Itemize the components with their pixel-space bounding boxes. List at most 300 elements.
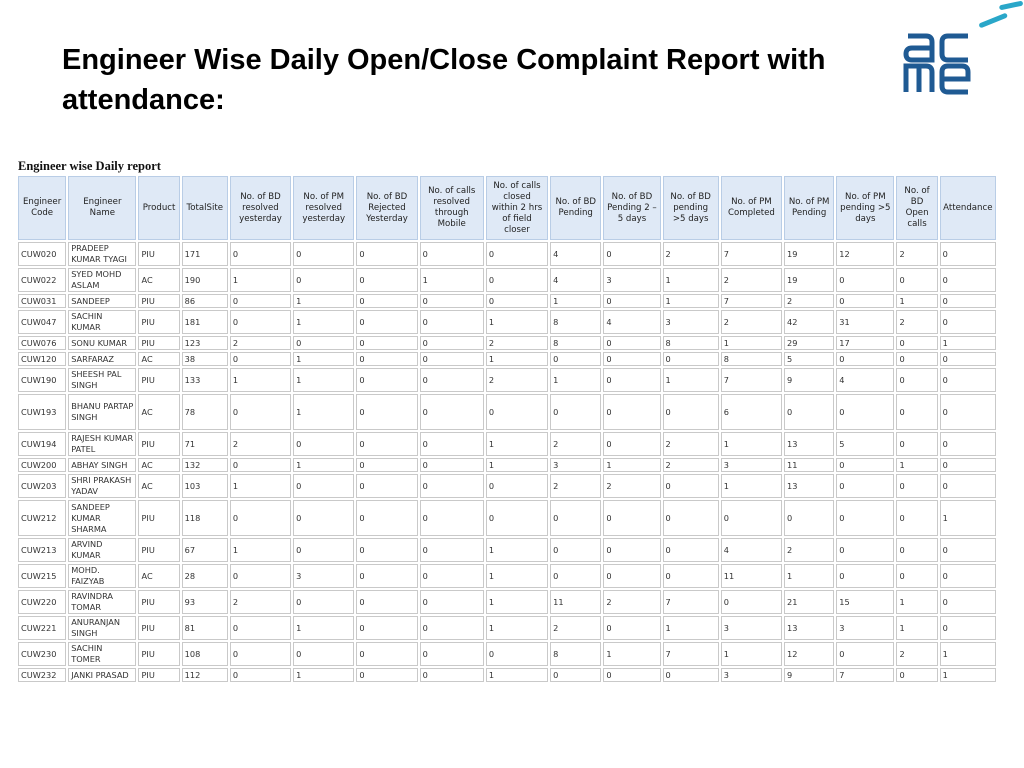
table-cell: 0 bbox=[896, 336, 937, 350]
table-cell: 1 bbox=[293, 458, 354, 472]
table-row bbox=[18, 268, 996, 292]
table-cell: 7 bbox=[663, 590, 719, 614]
table-cell: 1 bbox=[486, 538, 548, 562]
table-cell: 0 bbox=[420, 394, 484, 430]
table-cell: 2 bbox=[603, 474, 660, 498]
table-cell: 1 bbox=[721, 432, 782, 456]
table-cell: 0 bbox=[356, 564, 417, 588]
engineer-code-cell: CUW047 bbox=[18, 310, 66, 334]
table-cell: 0 bbox=[940, 432, 996, 456]
table-cell: PIU bbox=[138, 500, 179, 536]
table-cell: 0 bbox=[230, 500, 291, 536]
table-cell: 0 bbox=[784, 394, 834, 430]
column-header: No. of PM pending >5 days bbox=[836, 176, 894, 240]
column-header: No. of PM resolved yesterday bbox=[293, 176, 354, 240]
engineer-code-cell: CUW022 bbox=[18, 268, 66, 292]
table-row bbox=[18, 336, 996, 350]
table-cell: 0 bbox=[293, 336, 354, 350]
table-cell: 0 bbox=[603, 242, 660, 266]
table-cell: 0 bbox=[420, 668, 484, 682]
table-cell: 3 bbox=[663, 310, 719, 334]
table-cell: 7 bbox=[663, 642, 719, 666]
slide-title: Engineer Wise Daily Open/Close Complaint Report with attendance: bbox=[62, 44, 826, 116]
table-row bbox=[18, 564, 996, 588]
engineer-name-cell: SANDEEP bbox=[68, 294, 136, 308]
table-cell: 4 bbox=[603, 310, 660, 334]
table-cell: 0 bbox=[486, 394, 548, 430]
table-cell: 0 bbox=[356, 474, 417, 498]
table-cell: 3 bbox=[721, 668, 782, 682]
table-cell: 2 bbox=[550, 474, 601, 498]
table-cell: 0 bbox=[230, 242, 291, 266]
table-cell: AC bbox=[138, 564, 179, 588]
engineer-code-cell: CUW194 bbox=[18, 432, 66, 456]
table-cell: 0 bbox=[230, 616, 291, 640]
table-cell: 0 bbox=[896, 394, 937, 430]
table-cell: 0 bbox=[486, 500, 548, 536]
table-cell: 71 bbox=[182, 432, 228, 456]
column-header: Engineer Name bbox=[68, 176, 136, 240]
table-cell: 0 bbox=[940, 538, 996, 562]
engineer-code-cell: CUW221 bbox=[18, 616, 66, 640]
table-cell: 12 bbox=[784, 642, 834, 666]
table-cell: 133 bbox=[182, 368, 228, 392]
column-header: No. of calls closed within 2 hrs of field closer bbox=[486, 176, 548, 240]
table-cell: 5 bbox=[784, 352, 834, 366]
table-cell: 0 bbox=[420, 564, 484, 588]
engineer-code-cell: CUW203 bbox=[18, 474, 66, 498]
table-header-row bbox=[18, 176, 996, 240]
table-cell: 4 bbox=[721, 538, 782, 562]
table-cell: 0 bbox=[356, 336, 417, 350]
report-title: Engineer wise Daily report bbox=[18, 159, 161, 173]
table-cell: 2 bbox=[486, 368, 548, 392]
engineer-name-cell: SARFARAZ bbox=[68, 352, 136, 366]
table-row bbox=[18, 368, 996, 392]
table-cell: 0 bbox=[356, 310, 417, 334]
table-cell: 1 bbox=[721, 474, 782, 498]
table-row bbox=[18, 616, 996, 640]
table-cell: 1 bbox=[896, 616, 937, 640]
table-row bbox=[18, 458, 996, 472]
table-cell: 190 bbox=[182, 268, 228, 292]
table-cell: 0 bbox=[230, 310, 291, 334]
table-cell: 0 bbox=[940, 268, 996, 292]
table-cell: 1 bbox=[486, 352, 548, 366]
table-cell: 1 bbox=[663, 368, 719, 392]
table-cell: 0 bbox=[420, 336, 484, 350]
table-cell: 0 bbox=[356, 368, 417, 392]
table-cell: 11 bbox=[721, 564, 782, 588]
engineer-code-cell: CUW076 bbox=[18, 336, 66, 350]
table-row bbox=[18, 310, 996, 334]
table-cell: 0 bbox=[293, 590, 354, 614]
table-cell: 0 bbox=[896, 668, 937, 682]
table-cell: 1 bbox=[550, 294, 601, 308]
table-cell: 78 bbox=[182, 394, 228, 430]
table-cell: 0 bbox=[603, 352, 660, 366]
table-cell: 103 bbox=[182, 474, 228, 498]
table-row bbox=[18, 668, 996, 682]
table-cell: 0 bbox=[230, 294, 291, 308]
table-cell: 0 bbox=[293, 474, 354, 498]
table-cell: 8 bbox=[550, 310, 601, 334]
table-cell: 13 bbox=[784, 432, 834, 456]
table-cell: 0 bbox=[896, 352, 937, 366]
table-cell: 0 bbox=[550, 564, 601, 588]
table-cell: 0 bbox=[940, 394, 996, 430]
table-cell: 0 bbox=[230, 352, 291, 366]
table-cell: 0 bbox=[836, 474, 894, 498]
table-cell: 1 bbox=[486, 432, 548, 456]
table-row bbox=[18, 590, 996, 614]
table-cell: 0 bbox=[420, 500, 484, 536]
table-cell: 0 bbox=[420, 242, 484, 266]
table-cell: 8 bbox=[550, 336, 601, 350]
table-cell: 0 bbox=[940, 590, 996, 614]
table-row bbox=[18, 642, 996, 666]
table-cell: AC bbox=[138, 268, 179, 292]
table-cell: 0 bbox=[550, 668, 601, 682]
table-cell: 2 bbox=[784, 294, 834, 308]
column-header: Engineer Code bbox=[18, 176, 66, 240]
table-cell: 11 bbox=[550, 590, 601, 614]
table-cell: 0 bbox=[356, 616, 417, 640]
table-cell: 0 bbox=[293, 268, 354, 292]
table-cell: 2 bbox=[721, 310, 782, 334]
table-cell: 86 bbox=[182, 294, 228, 308]
engineer-name-cell: BHANU PARTAP SINGH bbox=[68, 394, 136, 430]
table-cell: 2 bbox=[230, 590, 291, 614]
table-cell: 1 bbox=[486, 668, 548, 682]
table-cell: 2 bbox=[550, 432, 601, 456]
table-cell: 1 bbox=[293, 668, 354, 682]
table-cell: 2 bbox=[663, 242, 719, 266]
table-cell: 2 bbox=[603, 590, 660, 614]
table-cell: 0 bbox=[663, 564, 719, 588]
table-cell: AC bbox=[138, 352, 179, 366]
table-cell: 2 bbox=[663, 432, 719, 456]
table-cell: 9 bbox=[784, 668, 834, 682]
table-cell: 2 bbox=[230, 432, 291, 456]
table-cell: 0 bbox=[420, 616, 484, 640]
table-cell: 2 bbox=[721, 268, 782, 292]
engineer-code-cell: CUW220 bbox=[18, 590, 66, 614]
table-cell: 1 bbox=[293, 294, 354, 308]
table-cell: PIU bbox=[138, 310, 179, 334]
engineer-code-cell: CUW120 bbox=[18, 352, 66, 366]
table-cell: 1 bbox=[293, 616, 354, 640]
table-cell: 8 bbox=[721, 352, 782, 366]
table-row bbox=[18, 242, 996, 266]
table-cell: 0 bbox=[603, 668, 660, 682]
engineer-code-cell: CUW190 bbox=[18, 368, 66, 392]
engineer-name-cell: ANURANJAN SINGH bbox=[68, 616, 136, 640]
table-cell: 2 bbox=[896, 242, 937, 266]
table-cell: 0 bbox=[836, 458, 894, 472]
report-panel bbox=[16, 159, 998, 684]
table-cell: 0 bbox=[356, 268, 417, 292]
table-cell: 0 bbox=[420, 474, 484, 498]
table-cell: 0 bbox=[663, 500, 719, 536]
table-cell: 0 bbox=[356, 352, 417, 366]
table-cell: 0 bbox=[940, 294, 996, 308]
table-cell: 4 bbox=[836, 368, 894, 392]
table-cell: 0 bbox=[230, 564, 291, 588]
engineer-name-cell: SYED MOHD ASLAM bbox=[68, 268, 136, 292]
table-cell: 108 bbox=[182, 642, 228, 666]
table-row bbox=[18, 474, 996, 498]
table-cell: 0 bbox=[293, 500, 354, 536]
table-cell: 0 bbox=[603, 336, 660, 350]
table-cell: 1 bbox=[420, 268, 484, 292]
table-cell: 0 bbox=[603, 394, 660, 430]
table-cell: 0 bbox=[836, 642, 894, 666]
table-cell: 118 bbox=[182, 500, 228, 536]
table-cell: AC bbox=[138, 474, 179, 498]
engineer-code-cell: CUW213 bbox=[18, 538, 66, 562]
table-cell: 1 bbox=[663, 294, 719, 308]
table-cell: 1 bbox=[603, 642, 660, 666]
table-cell: 0 bbox=[836, 564, 894, 588]
table-cell: PIU bbox=[138, 616, 179, 640]
table-cell: 0 bbox=[356, 538, 417, 562]
table-cell: 7 bbox=[721, 294, 782, 308]
table-cell: 13 bbox=[784, 474, 834, 498]
table-cell: 2 bbox=[784, 538, 834, 562]
table-cell: 0 bbox=[230, 394, 291, 430]
table-cell: 81 bbox=[182, 616, 228, 640]
table-cell: 17 bbox=[836, 336, 894, 350]
engineer-name-cell: SACHIN TOMER bbox=[68, 642, 136, 666]
table-cell: 0 bbox=[836, 268, 894, 292]
table-cell: 2 bbox=[550, 616, 601, 640]
table-cell: 6 bbox=[721, 394, 782, 430]
table-cell: 0 bbox=[486, 474, 548, 498]
table-cell: 0 bbox=[356, 394, 417, 430]
column-header: No. of BD Pending bbox=[550, 176, 601, 240]
column-header: No. of calls resolved through Mobile bbox=[420, 176, 484, 240]
table-cell: 0 bbox=[420, 458, 484, 472]
table-cell: 0 bbox=[940, 564, 996, 588]
table-cell: 1 bbox=[721, 336, 782, 350]
table-cell: 1 bbox=[896, 590, 937, 614]
table-cell: 0 bbox=[420, 432, 484, 456]
table-cell: 0 bbox=[293, 538, 354, 562]
engineer-report-table bbox=[16, 174, 998, 684]
table-row bbox=[18, 294, 996, 308]
table-cell: 0 bbox=[663, 538, 719, 562]
table-cell: 8 bbox=[663, 336, 719, 350]
table-cell: 13 bbox=[784, 616, 834, 640]
column-header: No. of BD Pending 2 – 5 days bbox=[603, 176, 660, 240]
table-cell: 1 bbox=[230, 368, 291, 392]
table-cell: 15 bbox=[836, 590, 894, 614]
table-cell: PIU bbox=[138, 368, 179, 392]
table-cell: 0 bbox=[550, 500, 601, 536]
table-cell: 181 bbox=[182, 310, 228, 334]
table-cell: 0 bbox=[940, 310, 996, 334]
table-cell: 0 bbox=[896, 500, 937, 536]
table-cell: 38 bbox=[182, 352, 228, 366]
column-header: No. of BD Open calls bbox=[896, 176, 937, 240]
table-cell: 0 bbox=[420, 538, 484, 562]
table-cell: 0 bbox=[836, 394, 894, 430]
table-cell: 1 bbox=[293, 310, 354, 334]
table-cell: 112 bbox=[182, 668, 228, 682]
table-cell: 1 bbox=[486, 564, 548, 588]
table-cell: 0 bbox=[356, 668, 417, 682]
table-cell: 0 bbox=[663, 352, 719, 366]
table-cell: 0 bbox=[603, 564, 660, 588]
table-cell: 1 bbox=[230, 474, 291, 498]
table-cell: 0 bbox=[420, 642, 484, 666]
table-cell: 1 bbox=[896, 458, 937, 472]
table-cell: 0 bbox=[836, 500, 894, 536]
table-cell: 0 bbox=[293, 242, 354, 266]
column-header: No. of BD Rejected Yesterday bbox=[356, 176, 417, 240]
table-cell: 0 bbox=[486, 268, 548, 292]
table-cell: 0 bbox=[836, 538, 894, 562]
table-cell: 132 bbox=[182, 458, 228, 472]
engineer-name-cell: SHEESH PAL SINGH bbox=[68, 368, 136, 392]
table-cell: 1 bbox=[940, 668, 996, 682]
table-cell: 0 bbox=[896, 538, 937, 562]
table-cell: 0 bbox=[230, 458, 291, 472]
table-cell: 0 bbox=[356, 642, 417, 666]
table-cell: 0 bbox=[940, 242, 996, 266]
table-cell: 0 bbox=[663, 668, 719, 682]
table-cell: 1 bbox=[603, 458, 660, 472]
table-cell: 7 bbox=[836, 668, 894, 682]
table-cell: 0 bbox=[230, 642, 291, 666]
table-cell: 67 bbox=[182, 538, 228, 562]
table-cell: 4 bbox=[550, 242, 601, 266]
table-cell: 1 bbox=[230, 268, 291, 292]
engineer-name-cell: RAVINDRA TOMAR bbox=[68, 590, 136, 614]
table-cell: PIU bbox=[138, 336, 179, 350]
table-cell: 0 bbox=[663, 394, 719, 430]
table-cell: 0 bbox=[420, 310, 484, 334]
table-cell: 1 bbox=[486, 458, 548, 472]
column-header: Product bbox=[138, 176, 179, 240]
table-cell: 0 bbox=[420, 368, 484, 392]
table-cell: 5 bbox=[836, 432, 894, 456]
table-cell: 0 bbox=[486, 242, 548, 266]
table-cell: 42 bbox=[784, 310, 834, 334]
table-cell: 0 bbox=[550, 538, 601, 562]
table-cell: PIU bbox=[138, 242, 179, 266]
table-cell: 11 bbox=[784, 458, 834, 472]
table-cell: 1 bbox=[293, 368, 354, 392]
column-header: No. of BD pending >5 days bbox=[663, 176, 719, 240]
table-cell: 0 bbox=[896, 432, 937, 456]
table-cell: 3 bbox=[721, 458, 782, 472]
column-header: No. of BD resolved yesterday bbox=[230, 176, 291, 240]
acme-logo-icon bbox=[900, 0, 1024, 100]
table-cell: PIU bbox=[138, 590, 179, 614]
table-cell: 0 bbox=[721, 590, 782, 614]
engineer-name-cell: ABHAY SINGH bbox=[68, 458, 136, 472]
table-row bbox=[18, 394, 996, 430]
table-cell: AC bbox=[138, 458, 179, 472]
table-cell: PIU bbox=[138, 642, 179, 666]
engineer-name-cell: PRADEEP KUMAR TYAGI bbox=[68, 242, 136, 266]
table-cell: 0 bbox=[603, 432, 660, 456]
table-cell: 28 bbox=[182, 564, 228, 588]
table-cell: 0 bbox=[420, 294, 484, 308]
engineer-name-cell: JANKI PRASAD bbox=[68, 668, 136, 682]
table-cell: 2 bbox=[663, 458, 719, 472]
table-cell: 171 bbox=[182, 242, 228, 266]
table-cell: 7 bbox=[721, 368, 782, 392]
table-cell: 0 bbox=[896, 474, 937, 498]
table-cell: 1 bbox=[784, 564, 834, 588]
table-cell: 0 bbox=[896, 564, 937, 588]
table-cell: 0 bbox=[293, 432, 354, 456]
table-cell: 0 bbox=[836, 294, 894, 308]
table-cell: 1 bbox=[230, 538, 291, 562]
table-cell: PIU bbox=[138, 432, 179, 456]
table-cell: 0 bbox=[836, 352, 894, 366]
table-cell: 4 bbox=[550, 268, 601, 292]
table-cell: 123 bbox=[182, 336, 228, 350]
table-cell: 0 bbox=[356, 500, 417, 536]
table-cell: 0 bbox=[896, 268, 937, 292]
table-cell: 29 bbox=[784, 336, 834, 350]
table-cell: 9 bbox=[784, 368, 834, 392]
table-cell: 0 bbox=[356, 458, 417, 472]
engineer-name-cell: MOHD. FAIZYAB bbox=[68, 564, 136, 588]
table-cell: 12 bbox=[836, 242, 894, 266]
table-cell: 0 bbox=[896, 368, 937, 392]
table-cell: 0 bbox=[356, 294, 417, 308]
table-cell: PIU bbox=[138, 294, 179, 308]
table-cell: 2 bbox=[896, 310, 937, 334]
engineer-name-cell: SHRI PRAKASH YADAV bbox=[68, 474, 136, 498]
table-cell: 0 bbox=[356, 242, 417, 266]
table-cell: 0 bbox=[550, 352, 601, 366]
table-cell: 1 bbox=[550, 368, 601, 392]
table-cell: 1 bbox=[486, 310, 548, 334]
table-row bbox=[18, 352, 996, 366]
engineer-code-cell: CUW212 bbox=[18, 500, 66, 536]
table-cell: 0 bbox=[420, 352, 484, 366]
table-cell: 0 bbox=[293, 642, 354, 666]
column-header: No. of PM Completed bbox=[721, 176, 782, 240]
table-cell: 19 bbox=[784, 268, 834, 292]
engineer-code-cell: CUW232 bbox=[18, 668, 66, 682]
table-cell: 0 bbox=[940, 368, 996, 392]
table-cell: 0 bbox=[603, 294, 660, 308]
engineer-code-cell: CUW031 bbox=[18, 294, 66, 308]
table-cell: 2 bbox=[230, 336, 291, 350]
table-row bbox=[18, 538, 996, 562]
table-cell: 1 bbox=[940, 642, 996, 666]
table-cell: 0 bbox=[550, 394, 601, 430]
table-cell: 21 bbox=[784, 590, 834, 614]
table-cell: 93 bbox=[182, 590, 228, 614]
table-cell: 2 bbox=[486, 336, 548, 350]
table-cell: 19 bbox=[784, 242, 834, 266]
table-cell: PIU bbox=[138, 538, 179, 562]
table-cell: 1 bbox=[896, 294, 937, 308]
engineer-name-cell: SONU KUMAR bbox=[68, 336, 136, 350]
table-cell: 0 bbox=[356, 432, 417, 456]
table-row bbox=[18, 432, 996, 456]
table-cell: 0 bbox=[603, 616, 660, 640]
table-cell: 0 bbox=[603, 368, 660, 392]
